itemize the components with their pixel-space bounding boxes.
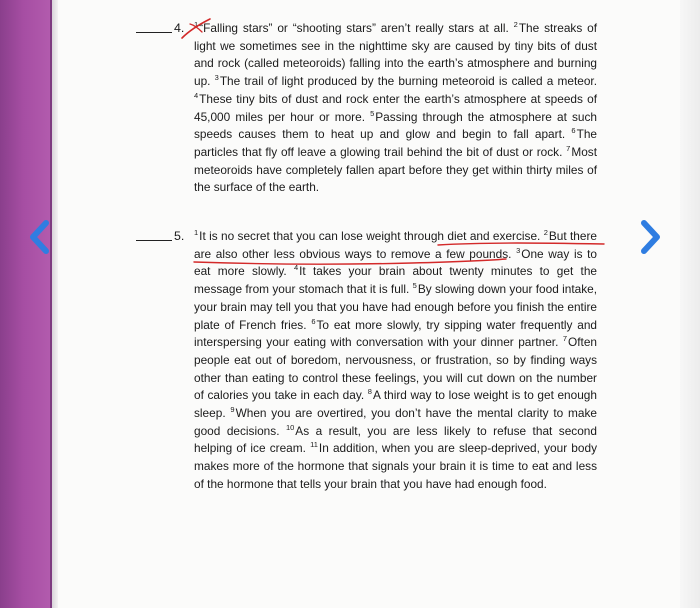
passage-5 (194, 228, 597, 494)
page-edge-shadow (52, 0, 58, 608)
sentence-number: 2 (513, 20, 518, 29)
chevron-left-icon (26, 217, 52, 257)
sentence: $^3$The trail of light produced by the burning meteoroid is called a meteor. (214, 73, 597, 89)
sentence: $^4$It takes your brain about twenty minutes to get the message from your stomach that it is full. (194, 263, 597, 297)
sentence-number: 9 (230, 405, 235, 415)
sentence-number: 7 (566, 143, 571, 153)
previous-page-button[interactable] (26, 217, 52, 257)
sentence: $^5$By slowing down your food intake, your brain may tell you that you have had enough before you finish the entire plate of French fries. (194, 281, 597, 332)
sentence-number: 3 (214, 73, 219, 83)
sentence: $^3$One way is to eat more slowly. (194, 245, 597, 279)
sentence-number: 10 (285, 422, 295, 432)
sentence-number: 7 (562, 334, 568, 344)
sentence: $^6$To eat more slowly, try sipping water frequently and interspersing your eating with conversation with your dinner partner. (194, 316, 597, 350)
sentence: $^2$The streaks of light we sometimes see in the nighttime sky are caused by tiny bits of dust and rock (called meteoroids) falling into the earth’s atmosphere and burning up. (194, 20, 597, 89)
sentence: $^{10}$As a result, you are less likely to refuse that second helping of ice cream. (194, 422, 597, 456)
item-number: 4. (174, 21, 185, 35)
sentence-number: 11 (310, 440, 318, 450)
sentence: $^7$Often people eat out of boredom, nervousness, or frustration, so by finding ways other than eating to control these feelings, you will cut down on the number of calories you take in each day. (194, 334, 597, 403)
chevron-right-icon (638, 217, 664, 257)
sentence-number: 1 (194, 228, 199, 237)
page-right-edge (680, 0, 700, 608)
item-number: 5. (174, 229, 185, 243)
passage-4 (194, 20, 597, 197)
sentence-number: 5 (412, 281, 417, 291)
purple-side-strip (0, 0, 52, 608)
sentence: $^6$The particles that fly off leave a glowing trail behind the bit of dust or rock. (194, 126, 597, 159)
sentence: $^8$A third way to lose weight is to get enough sleep. (194, 387, 597, 421)
sentence-underlined: $^2$But there are also other less obvious ways to remove a few pounds. (194, 228, 597, 261)
sentence: $^1$“Falling stars” or “shooting stars” aren’t really stars at all. (194, 20, 509, 35)
next-page-button[interactable] (638, 217, 664, 257)
sentence: $^9$When you are overtired, you don’t have the mental clarity to make good decisions. (194, 405, 597, 438)
sentence-number: 5 (370, 108, 375, 118)
sentence-number: 6 (311, 316, 316, 326)
sentence: $^7$Most meteoroids have completely fallen apart before they get within thirty miles of the surface of the earth. (194, 143, 597, 195)
sentence-number: 6 (571, 126, 576, 136)
answer-blank-5[interactable] (136, 240, 172, 241)
sentence-number: 4 (194, 90, 199, 100)
sentence: $^4$These tiny bits of dust and rock enter the earth’s atmosphere at speeds of 45,000 miles per hour or more. (194, 90, 597, 124)
answer-blank-4[interactable] (136, 32, 172, 33)
sentence: $^5$Passing through the atmosphere at such speeds causes them to heat up and glow and begin to fall apart. (194, 108, 597, 142)
sentence-number: 3 (516, 245, 521, 255)
sentence-number: 8 (367, 387, 372, 397)
sentence-number: 1 (194, 20, 199, 29)
sentence-number: 4 (293, 263, 299, 273)
sentence: $^{11}$In addition, when you are sleep-deprived, your body makes more of the hormone that signals your brain it is time to eat and less of the hormone that tells your brain that you have had enough food. (194, 440, 597, 491)
sentence: $^1$It is no secret that you can lose weight through diet and exercise. (194, 228, 541, 243)
sentence-number: 2 (543, 228, 548, 237)
